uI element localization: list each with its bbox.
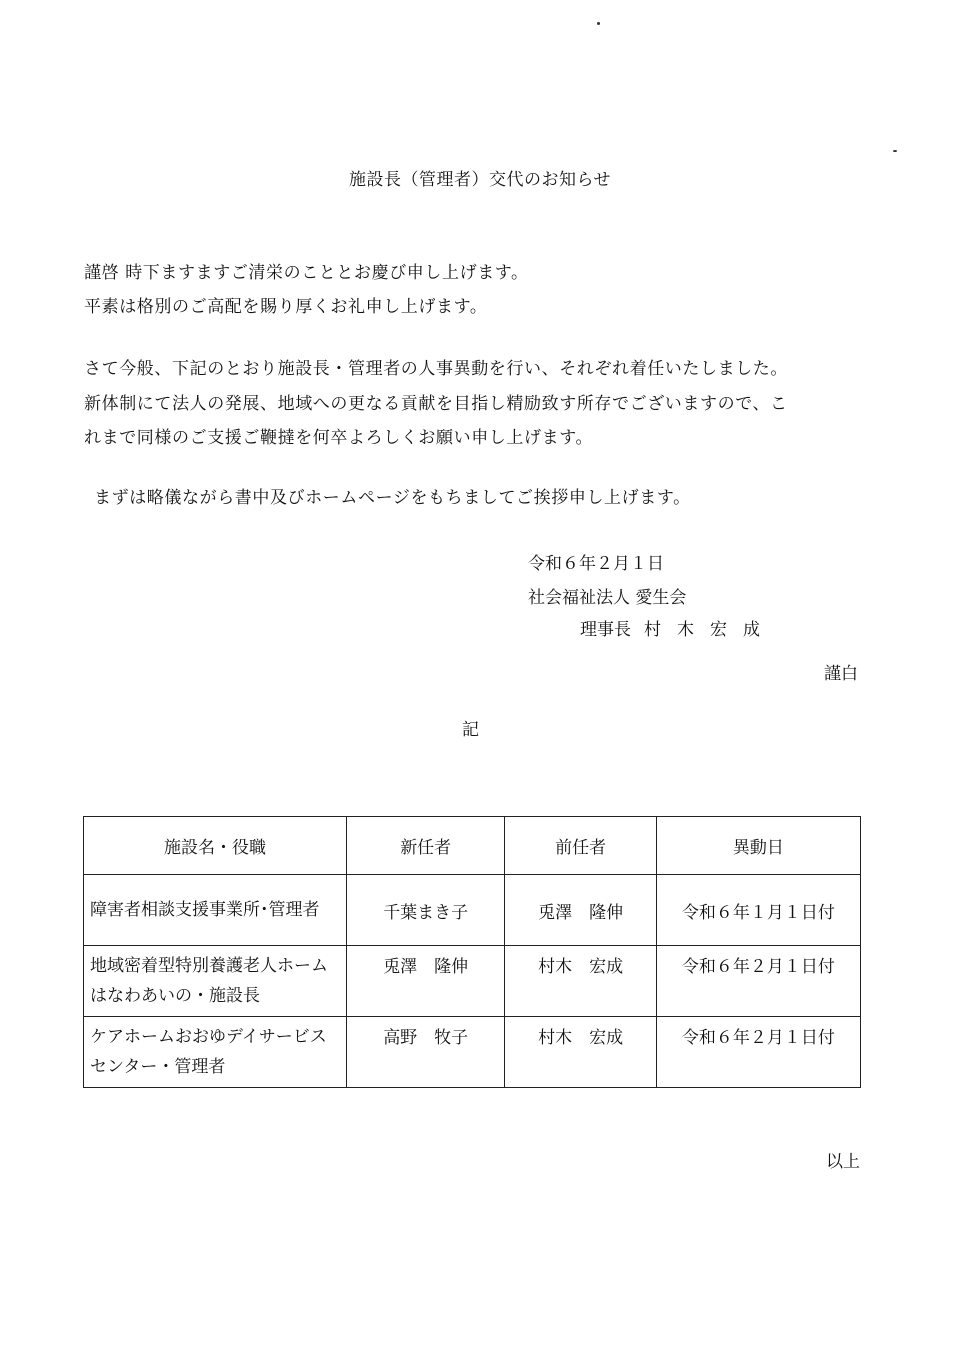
end-mark: 以上 xyxy=(826,1152,860,1172)
table-row xyxy=(84,946,861,1017)
header-transfer-date: 異動日 xyxy=(656,817,860,875)
signature-date: 令和６年２月１日 xyxy=(528,554,664,574)
signature-chair-name: 村木宏成 xyxy=(644,620,776,640)
cell-predecessor: 村木 宏成 xyxy=(505,1017,656,1088)
greeting-line-1: 謹啓 時下ますますご清栄のこととお慶び申し上げます。 xyxy=(84,263,529,283)
closing-word: 謹白 xyxy=(824,664,858,684)
ki-heading: 記 xyxy=(462,720,479,740)
document-title: 施設長（管理者）交代のお知らせ xyxy=(349,170,611,190)
closing-greeting-line: まずは略儀ながら書中及びホームページをもちましてご挨拶申し上げます。 xyxy=(94,488,691,508)
header-facility: 施設名・役職 xyxy=(84,817,347,875)
signature-organization: 社会福祉法人 愛生会 xyxy=(528,588,687,608)
signature-chair-title: 理事長 xyxy=(580,620,631,640)
body-line-3: れまで同様のご支援ご鞭撻を何卒よろしくお願い申し上げます。 xyxy=(84,428,594,448)
cell-new-appointee: 千葉まき子 xyxy=(346,875,504,946)
header-new-appointee: 新任者 xyxy=(346,817,504,875)
table-row xyxy=(84,875,861,946)
body-line-2: 新体制にて法人の発展、地域への更なる貢献を目指し精励致す所存でございますので、こ xyxy=(84,394,788,414)
table-header-row xyxy=(84,817,861,875)
scan-speck xyxy=(893,150,897,152)
table-row xyxy=(84,1017,861,1088)
body-line-1: さて今般、下記のとおり施設長・管理者の人事異動を行い、それぞれ着任いたしました。 xyxy=(84,359,788,379)
header-predecessor: 前任者 xyxy=(505,817,656,875)
cell-facility: ケアホームおおゆデイサービスセンター・管理者 xyxy=(84,1017,347,1088)
scan-speck xyxy=(597,22,600,25)
cell-new-appointee: 兎澤 隆伸 xyxy=(346,946,504,1017)
cell-transfer-date: 令和６年２月１日付 xyxy=(656,946,860,1017)
greeting-line-2: 平素は格別のご高配を賜り厚くお礼申し上げます。 xyxy=(84,297,488,317)
cell-transfer-date: 令和６年１月１日付 xyxy=(656,875,860,946)
cell-transfer-date: 令和６年２月１日付 xyxy=(656,1017,860,1088)
cell-new-appointee: 高野 牧子 xyxy=(346,1017,504,1088)
cell-facility: 障害者相談支援事業所･管理者 xyxy=(84,875,347,946)
cell-predecessor: 兎澤 隆伸 xyxy=(505,875,656,946)
personnel-transfer-table xyxy=(83,816,861,1088)
cell-facility: 地域密着型特別養護老人ホームはなわあいの・施設長 xyxy=(84,946,347,1017)
cell-predecessor: 村木 宏成 xyxy=(505,946,656,1017)
